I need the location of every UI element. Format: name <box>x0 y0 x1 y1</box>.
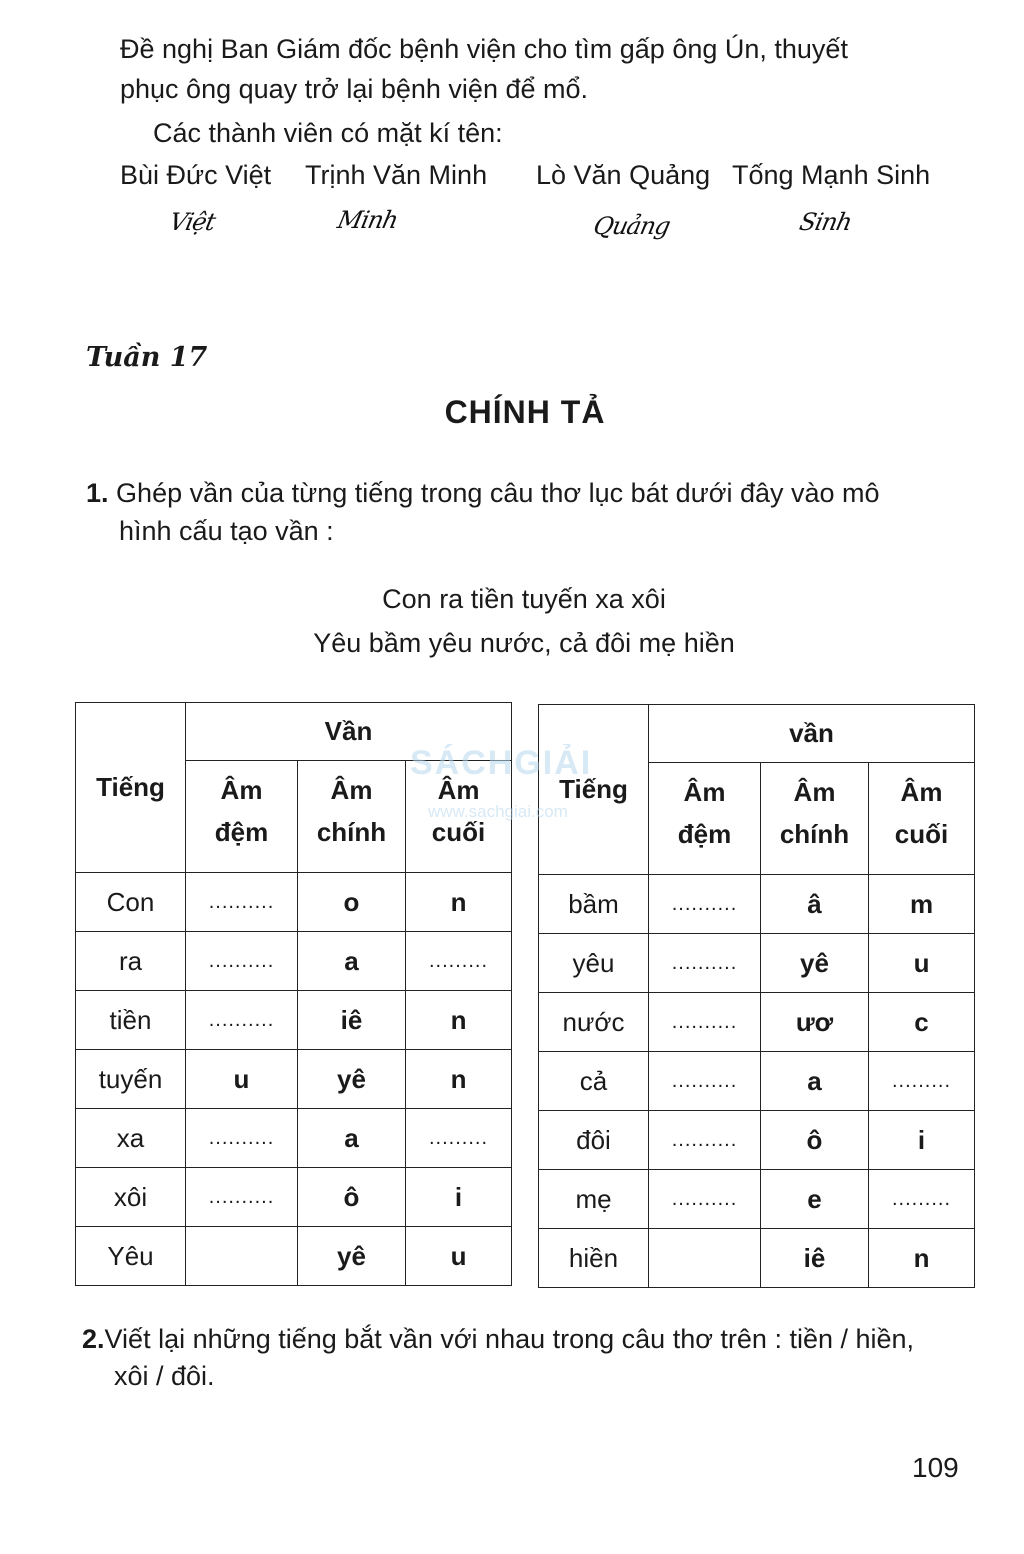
cell-am-chinh: ươ <box>761 993 869 1052</box>
cell-am-chinh: a <box>298 1109 406 1168</box>
member-name: Tống Mạnh Sinh <box>732 160 931 190</box>
cell-am-cuoi: n <box>406 1050 512 1109</box>
table-row <box>76 1109 512 1168</box>
exercise-1-line-2: hình cấu tạo vần : <box>119 516 334 546</box>
cell-tieng: Yêu <box>76 1227 186 1286</box>
section-title: CHÍNH TẢ <box>444 394 606 430</box>
signatures-row <box>0 200 1024 250</box>
cell-am-chinh: a <box>298 932 406 991</box>
cell-tieng: yêu <box>539 934 649 993</box>
table-row <box>76 873 512 932</box>
member-name: Bùi Đức Việt <box>120 160 272 190</box>
cell-am-cuoi: ......... <box>869 1052 975 1111</box>
cell-am-cuoi: ......... <box>869 1170 975 1229</box>
cell-am-cuoi: n <box>869 1229 975 1288</box>
member-names-row <box>0 160 1024 200</box>
table-row <box>539 1111 975 1170</box>
week-heading: Tuần 17 <box>86 342 208 373</box>
exercise-number: 1. <box>86 478 109 508</box>
cell-am-chinh: ô <box>761 1111 869 1170</box>
cell-am-dem <box>649 1229 761 1288</box>
table-row <box>539 1052 975 1111</box>
cell-tieng: đôi <box>539 1111 649 1170</box>
cell-am-cuoi: i <box>406 1168 512 1227</box>
header-tieng: Tiếng <box>76 703 186 873</box>
exercise-2-line-2: xôi / đôi. <box>114 1361 215 1391</box>
cell-am-dem: u <box>186 1050 298 1109</box>
watermark-url: www.sachgiai.com <box>428 802 568 821</box>
cell-am-dem: .......... <box>649 875 761 934</box>
cell-tieng: xôi <box>76 1168 186 1227</box>
cell-tieng: nước <box>539 993 649 1052</box>
cell-am-cuoi: n <box>406 991 512 1050</box>
cell-am-cuoi: m <box>869 875 975 934</box>
header-am-chinh: Âm chính <box>761 763 869 875</box>
signature: Việt <box>167 208 218 236</box>
member-name: Trịnh Văn Minh <box>305 160 488 190</box>
cell-am-chinh: ô <box>298 1168 406 1227</box>
table-row <box>76 991 512 1050</box>
cell-am-cuoi: ......... <box>406 932 512 991</box>
intro-line-3: Các thành viên có mặt kí tên: <box>153 118 503 148</box>
cell-tieng: bầm <box>539 875 649 934</box>
table-row <box>76 1050 512 1109</box>
table-row <box>539 875 975 934</box>
intro-line-1: Đề nghị Ban Giám đốc bệnh viện cho tìm gấp ông Ún, thuyết <box>120 34 848 64</box>
cell-am-dem: .......... <box>186 1168 298 1227</box>
cell-am-dem: .......... <box>649 1170 761 1229</box>
header-van: vần <box>649 705 975 763</box>
header-am-chinh: Âm chính <box>298 761 406 873</box>
member-name: Lò Văn Quảng <box>536 160 711 190</box>
table-row <box>539 934 975 993</box>
cell-am-dem: .......... <box>186 932 298 991</box>
table-row <box>76 932 512 991</box>
cell-am-chinh: a <box>761 1052 869 1111</box>
exercise-text: Viết lại những tiếng bắt vần với nhau trong câu thơ trên : tiền / hiền, <box>104 1324 915 1354</box>
exercise-2-line-1 <box>82 1320 914 1358</box>
cell-am-dem: .......... <box>649 993 761 1052</box>
cell-am-chinh: yê <box>298 1050 406 1109</box>
cell-am-dem <box>186 1227 298 1286</box>
signature: Sinh <box>797 208 855 236</box>
signature: Quảng <box>591 212 673 240</box>
cell-am-dem: .......... <box>186 991 298 1050</box>
cell-am-dem: .......... <box>186 1109 298 1168</box>
cell-tieng: mẹ <box>539 1170 649 1229</box>
cell-am-cuoi: n <box>406 873 512 932</box>
cell-tieng: hiền <box>539 1229 649 1288</box>
signature: Minh <box>335 206 401 234</box>
cell-am-cuoi: u <box>869 934 975 993</box>
intro-line-2: phục ông quay trở lại bệnh viện để mổ. <box>120 74 589 104</box>
cell-am-cuoi: i <box>869 1111 975 1170</box>
cell-am-chinh: â <box>761 875 869 934</box>
cell-tieng: xa <box>76 1109 186 1168</box>
header-van: Vần <box>186 703 512 761</box>
cell-am-chinh: o <box>298 873 406 932</box>
rhyme-table-right <box>538 704 975 1288</box>
cell-am-dem: .......... <box>649 934 761 993</box>
cell-am-chinh: e <box>761 1170 869 1229</box>
page-number: 109 <box>912 1452 959 1483</box>
cell-am-chinh: iê <box>761 1229 869 1288</box>
cell-am-chinh: yê <box>298 1227 406 1286</box>
table-row <box>76 1227 512 1286</box>
cell-tieng: tuyến <box>76 1050 186 1109</box>
cell-am-dem: .......... <box>649 1111 761 1170</box>
header-tieng: Tiếng <box>539 705 649 875</box>
header-am-dem: Âm đệm <box>649 763 761 875</box>
poem-line-1: Con ra tiền tuyến xa xôi <box>382 584 666 614</box>
table-row <box>76 1168 512 1227</box>
header-am-dem: Âm đệm <box>186 761 298 873</box>
exercise-number: 2. <box>82 1324 105 1354</box>
table-row <box>539 993 975 1052</box>
cell-am-dem: .......... <box>186 873 298 932</box>
header-am-cuoi: Âm cuối <box>406 761 512 873</box>
exercise-1-line-1 <box>86 474 880 512</box>
table-row <box>539 1229 975 1288</box>
cell-tieng: ra <box>76 932 186 991</box>
cell-am-cuoi: c <box>869 993 975 1052</box>
cell-tieng: cả <box>539 1052 649 1111</box>
watermark-brand: SÁCHGIẢI <box>410 744 593 782</box>
table-row <box>539 1170 975 1229</box>
exercise-text: Ghép vần của từng tiếng trong câu thơ lục bát dưới đây vào mô <box>116 478 880 508</box>
cell-am-chinh: iê <box>298 991 406 1050</box>
rhyme-table-left <box>75 702 512 1286</box>
cell-am-cuoi: ......... <box>406 1109 512 1168</box>
cell-am-cuoi: u <box>406 1227 512 1286</box>
cell-tieng: Con <box>76 873 186 932</box>
cell-tieng: tiền <box>76 991 186 1050</box>
cell-am-chinh: yê <box>761 934 869 993</box>
poem-line-2: Yêu bầm yêu nước, cả đôi mẹ hiền <box>313 628 735 658</box>
cell-am-dem: .......... <box>649 1052 761 1111</box>
header-am-cuoi: Âm cuối <box>869 763 975 875</box>
